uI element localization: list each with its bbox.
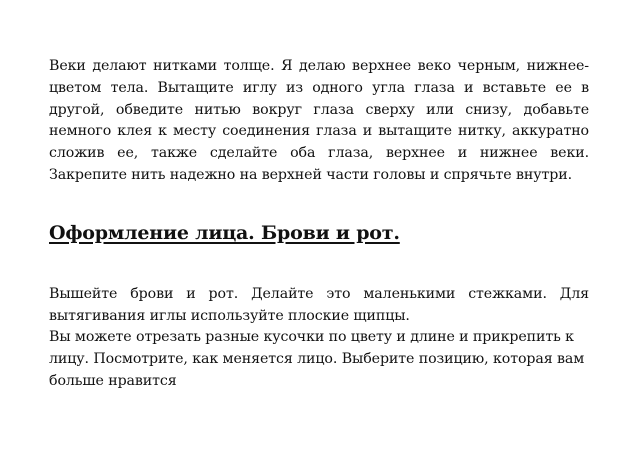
face-pieces-paragraph: Вы можете отрезать разные кусочки по цвету и длине и прикрепить к лицу. Посмотрите, как меняется лицо. Выберите позицию, которая вам больше нравится: [49, 329, 585, 389]
eyelids-paragraph: Веки делают нитками толще. Я делаю верхнее веко черным, нижнее-цветом тела. Вытащите иглу из одного угла глаза и вставьте ее в другой, обведите нитью вокруг глаза сверху или снизу, добавьте немного клея к месту соединения глаза и вытащите нитку, аккуратно сложив ее, также сделайте оба глаза, верхнее и нижнее веки. Закрепите нить надежно на верхней части головы и спрячьте внутри.: [49, 58, 589, 183]
eyebrows-mouth-paragraph: Вышейте брови и рот. Делайте это маленькими стежками. Для вытягивания иглы используйте плоские щипцы.: [49, 286, 589, 324]
section-heading: Оформление лица. Брови и рот.: [49, 222, 400, 244]
